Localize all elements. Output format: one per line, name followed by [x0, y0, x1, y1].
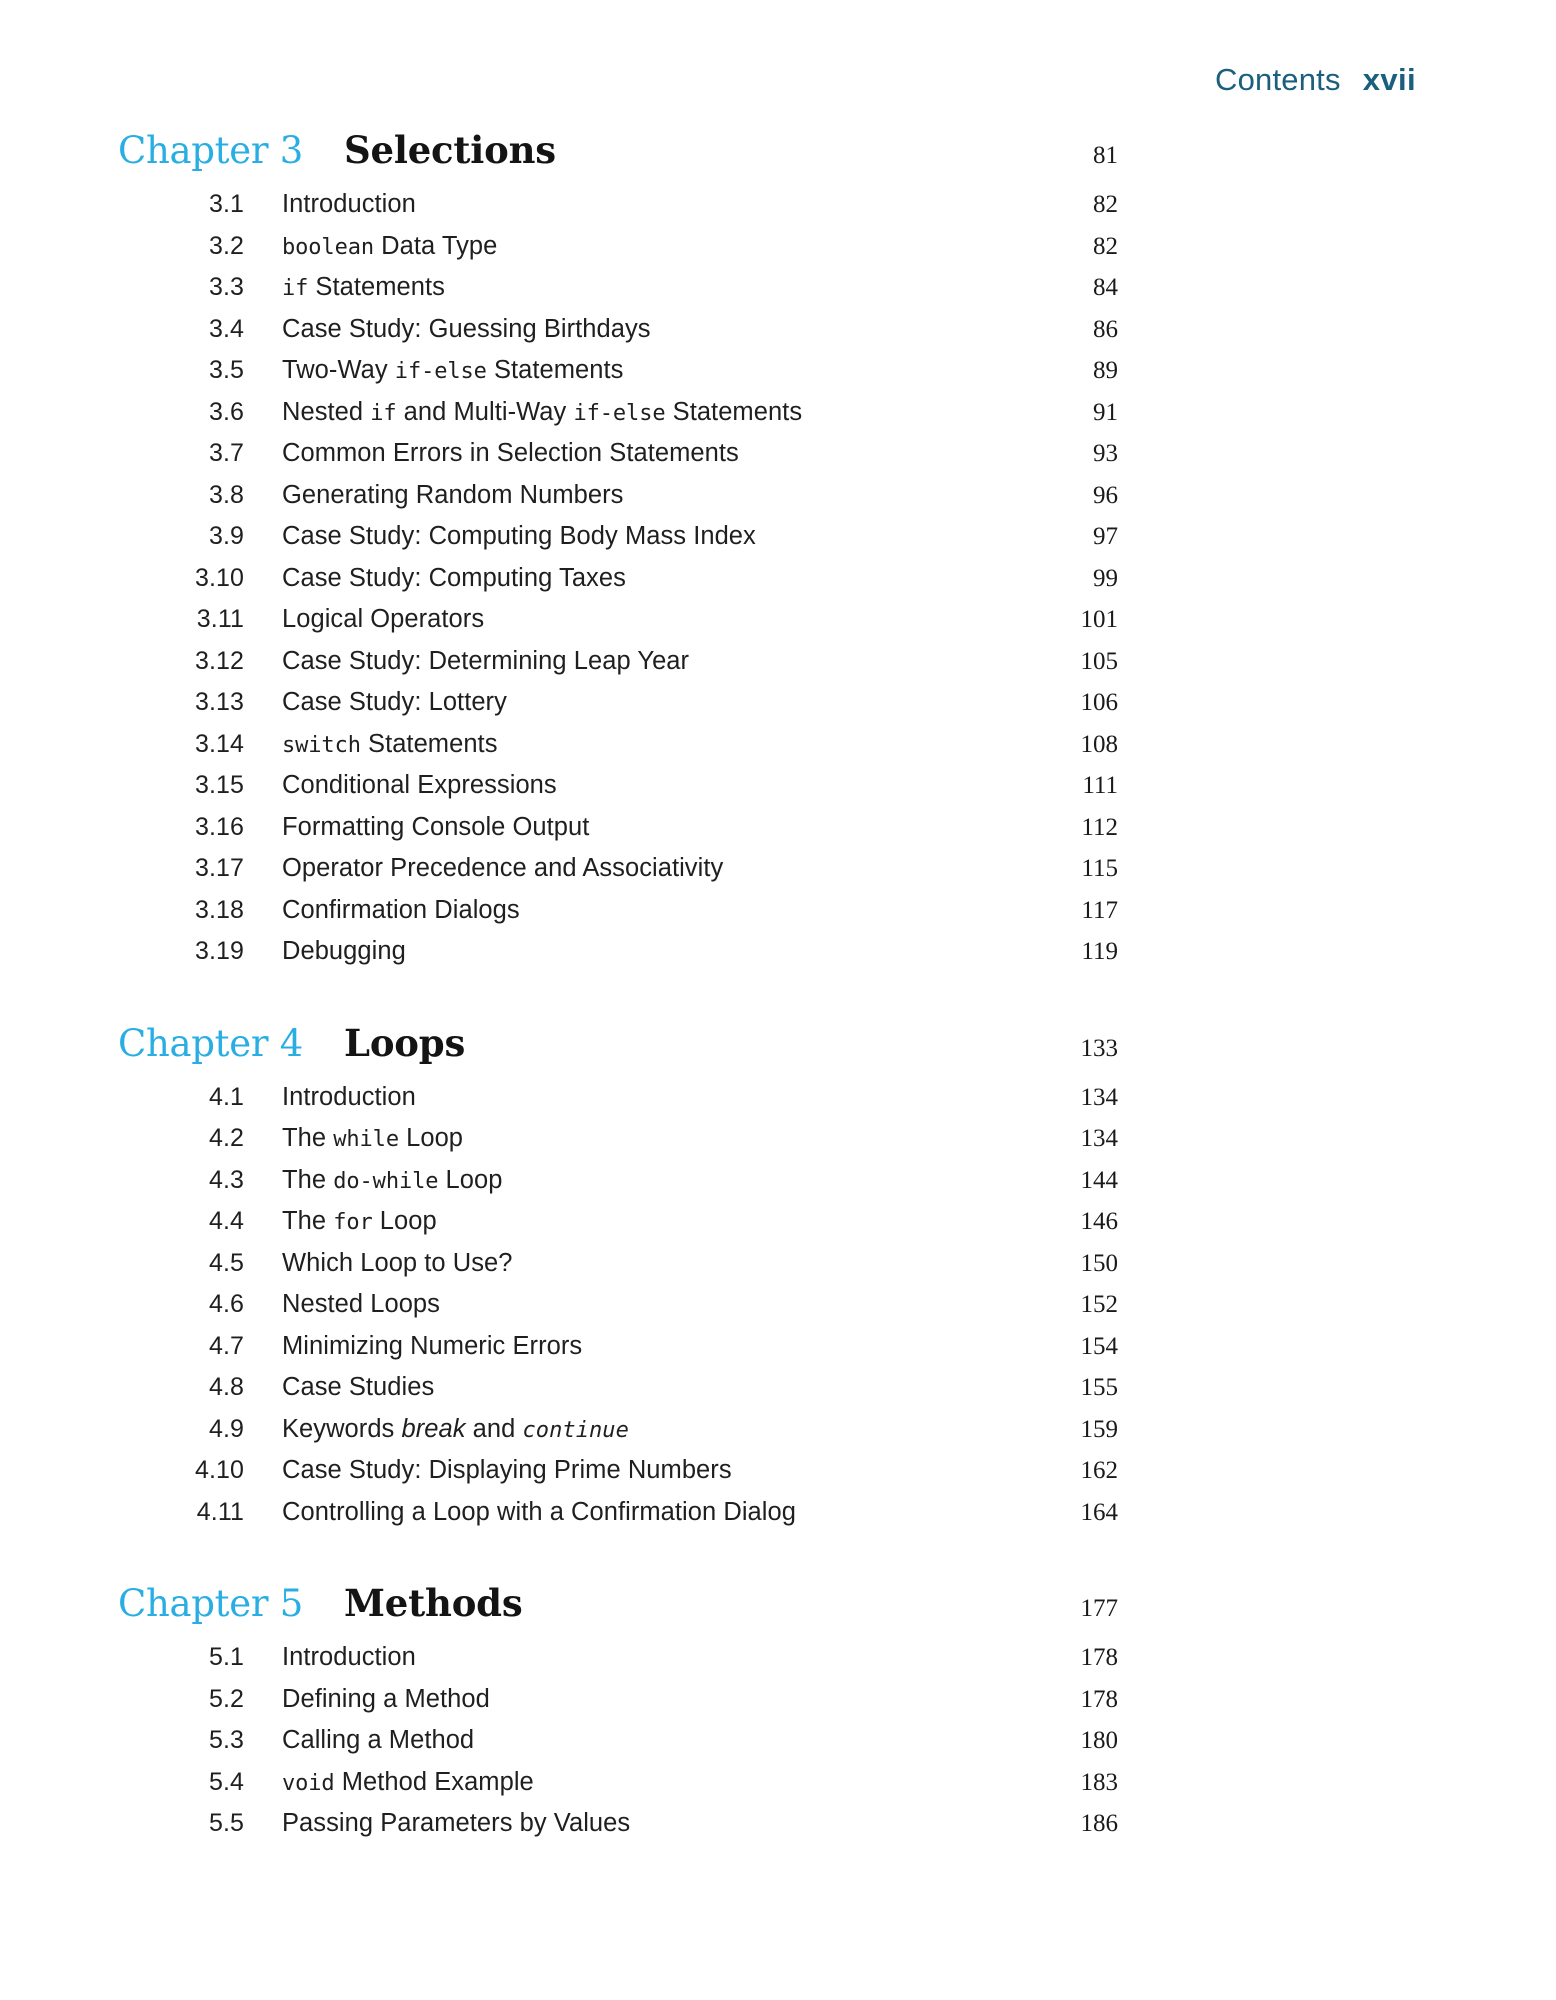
- toc-entry[interactable]: [118, 1249, 1118, 1291]
- section-number: 3.6: [208, 397, 244, 426]
- section-page-number: 134: [1080, 1125, 1118, 1152]
- section-page-number: 101: [1080, 606, 1118, 633]
- section-page-number: 112: [1081, 813, 1118, 841]
- section-number: 4.11: [196, 1497, 244, 1526]
- section-page-number: 159: [1080, 1415, 1118, 1443]
- code-keyword: if-else: [573, 400, 666, 426]
- chapter-label: Chapter 4: [118, 1021, 303, 1065]
- section-title: Controlling a Loop with a Confirmation Dialog: [282, 1497, 796, 1526]
- section-title: switch Statements: [282, 729, 498, 758]
- section-title: Debugging: [282, 937, 406, 965]
- code-keyword: do-while: [333, 1168, 439, 1194]
- toc-entry[interactable]: [118, 439, 1118, 481]
- section-number: 4.10: [194, 1456, 244, 1484]
- section-number: 4.4: [208, 1207, 244, 1235]
- toc-entry[interactable]: [118, 605, 1118, 647]
- toc-entry[interactable]: [118, 1768, 1118, 1810]
- chapter-block: [118, 1581, 1118, 1851]
- toc-entry[interactable]: [118, 356, 1118, 398]
- section-number: 3.3: [208, 273, 244, 301]
- section-page-number: 99: [1093, 564, 1118, 592]
- section-number: 4.6: [208, 1290, 244, 1318]
- section-number: 3.7: [208, 439, 244, 467]
- toc-entry[interactable]: [118, 771, 1118, 813]
- toc-entry[interactable]: [118, 1685, 1118, 1727]
- toc-entry[interactable]: [118, 1415, 1118, 1457]
- chapter-heading[interactable]: [118, 128, 1118, 172]
- section-number: 3.5: [208, 356, 244, 384]
- chapter-block: [118, 1021, 1118, 1540]
- toc-entry[interactable]: [118, 564, 1118, 606]
- section-number: 4.7: [208, 1331, 244, 1360]
- section-number: 5.4: [208, 1767, 244, 1796]
- code-keyword: if: [282, 276, 309, 301]
- section-title: Introduction: [282, 1082, 416, 1111]
- section-title: Case Study: Computing Taxes: [282, 563, 626, 592]
- section-number: 3.19: [194, 937, 244, 965]
- section-page-number: 111: [1082, 772, 1118, 799]
- chapter-spacer: [118, 1545, 1118, 1581]
- section-number: 4.1: [208, 1082, 244, 1111]
- section-number: 3.8: [208, 480, 244, 509]
- section-number: 5.5: [208, 1809, 244, 1837]
- section-title: Generating Random Numbers: [282, 480, 624, 509]
- toc-entry[interactable]: [118, 854, 1118, 896]
- section-number: 4.5: [208, 1248, 244, 1277]
- toc-entry[interactable]: [118, 190, 1118, 232]
- toc-entry[interactable]: [118, 1166, 1118, 1208]
- section-number: 3.12: [194, 646, 244, 675]
- toc-entry[interactable]: [118, 1643, 1118, 1685]
- section-title: Formatting Console Output: [282, 812, 590, 841]
- code-keyword: for: [333, 1210, 373, 1235]
- toc-entry[interactable]: [118, 1083, 1118, 1125]
- section-page-number: 117: [1081, 896, 1118, 924]
- chapter-title: Methods: [344, 1581, 523, 1625]
- section-number: 3.14: [194, 729, 244, 758]
- section-number: 5.2: [208, 1684, 244, 1713]
- section-page-number: 105: [1080, 647, 1118, 675]
- section-page-number: 82: [1093, 232, 1118, 260]
- section-title: Case Study: Displaying Prime Numbers: [282, 1456, 732, 1484]
- code-keyword: if: [370, 400, 397, 426]
- toc-entry[interactable]: [118, 481, 1118, 523]
- running-head: [1215, 62, 1416, 98]
- section-number: 3.1: [208, 190, 244, 218]
- section-title: Passing Parameters by Values: [282, 1809, 631, 1837]
- section-number: 3.17: [194, 854, 244, 882]
- toc-entry[interactable]: [118, 232, 1118, 274]
- section-title: The do-while Loop: [282, 1165, 503, 1194]
- section-page-number: 178: [1080, 1685, 1118, 1713]
- section-number: 5.3: [208, 1726, 244, 1754]
- section-number: 3.18: [194, 895, 244, 924]
- toc-entry[interactable]: [118, 1726, 1118, 1768]
- section-title: Common Errors in Selection Statements: [282, 439, 739, 467]
- emphasis-run: break: [401, 1414, 466, 1443]
- toc-entry[interactable]: [118, 273, 1118, 315]
- section-number: 3.9: [208, 522, 244, 550]
- section-number: 4.2: [208, 1124, 244, 1152]
- code-keyword: continue: [522, 1417, 629, 1443]
- section-number: 4.9: [208, 1414, 244, 1443]
- section-page-number: 97: [1093, 523, 1118, 550]
- section-page-number: 152: [1080, 1291, 1118, 1318]
- code-keyword: switch: [282, 732, 361, 758]
- section-page-number: 108: [1080, 730, 1118, 758]
- page-folio: xvii: [1362, 62, 1416, 97]
- section-title: if Statements: [282, 273, 445, 301]
- section-title: boolean Data Type: [282, 231, 498, 260]
- section-title: Two-Way if-else Statements: [282, 356, 624, 384]
- section-title: Case Study: Computing Body Mass Index: [282, 522, 756, 550]
- chapter-page-number: 81: [1093, 142, 1118, 169]
- section-number: 3.16: [194, 812, 244, 841]
- chapter-page-number: 177: [1080, 1595, 1118, 1622]
- section-page-number: 180: [1080, 1727, 1118, 1754]
- section-page-number: 164: [1080, 1498, 1118, 1526]
- toc-entry[interactable]: [118, 688, 1118, 730]
- section-page-number: 106: [1080, 689, 1118, 716]
- section-number: 3.13: [194, 688, 244, 716]
- code-keyword: void: [282, 1770, 335, 1796]
- section-page-number: 150: [1080, 1249, 1118, 1277]
- section-title: Case Study: Guessing Birthdays: [282, 314, 651, 343]
- section-page-number: 162: [1080, 1457, 1118, 1484]
- toc-entry[interactable]: [118, 1456, 1118, 1498]
- section-page-number: 96: [1093, 481, 1118, 509]
- toc-entry[interactable]: [118, 730, 1118, 772]
- toc-entry[interactable]: [118, 937, 1118, 979]
- chapter-title: Selections: [344, 128, 556, 172]
- section-page-number: 84: [1093, 274, 1118, 301]
- toc-entry[interactable]: [118, 1332, 1118, 1374]
- section-title: Nested Loops: [282, 1290, 440, 1318]
- running-head-label: Contents: [1215, 62, 1341, 97]
- toc-entry[interactable]: [118, 398, 1118, 440]
- section-page-number: 154: [1080, 1332, 1118, 1360]
- code-keyword: if-else: [394, 359, 487, 384]
- toc-entry[interactable]: [118, 647, 1118, 689]
- chapter-title: Loops: [344, 1020, 466, 1065]
- section-page-number: 146: [1080, 1208, 1118, 1235]
- section-number: 3.4: [208, 314, 244, 343]
- section-page-number: 183: [1080, 1768, 1118, 1796]
- section-title: Nested if and Multi-Way if-else Statements: [282, 397, 803, 426]
- toc-entry[interactable]: [118, 522, 1118, 564]
- section-title: Operator Precedence and Associativity: [282, 854, 724, 882]
- section-number: 4.3: [208, 1165, 244, 1194]
- section-title: Which Loop to Use?: [282, 1248, 513, 1277]
- section-number: 3.15: [194, 771, 244, 799]
- section-page-number: 186: [1080, 1810, 1118, 1837]
- section-page-number: 119: [1081, 938, 1118, 965]
- section-page-number: 134: [1080, 1083, 1118, 1111]
- section-title: void Method Example: [282, 1767, 534, 1796]
- chapter-label: Chapter 5: [118, 1582, 303, 1625]
- chapter-page-number: 133: [1080, 1034, 1118, 1062]
- section-page-number: 115: [1081, 855, 1118, 882]
- table-of-contents: [118, 128, 1118, 1857]
- code-keyword: while: [333, 1127, 399, 1152]
- section-title: Logical Operators: [282, 605, 485, 633]
- section-title: Conditional Expressions: [282, 771, 557, 799]
- chapter-heading[interactable]: [118, 1581, 1118, 1625]
- section-title: Introduction: [282, 1643, 416, 1671]
- code-keyword: boolean: [282, 234, 375, 260]
- toc-entry[interactable]: [118, 1809, 1118, 1851]
- section-page-number: 89: [1093, 357, 1118, 384]
- section-page-number: 82: [1093, 191, 1118, 218]
- chapter-heading[interactable]: [118, 1021, 1118, 1065]
- section-title: Case Study: Determining Leap Year: [282, 646, 690, 675]
- section-number: 3.2: [208, 231, 244, 260]
- section-page-number: 86: [1093, 315, 1118, 343]
- section-title: Minimizing Numeric Errors: [282, 1331, 583, 1360]
- section-page-number: 93: [1093, 440, 1118, 467]
- section-number: 4.8: [208, 1373, 244, 1401]
- section-page-number: 155: [1080, 1374, 1118, 1401]
- toc-entry[interactable]: [118, 1373, 1118, 1415]
- toc-entry[interactable]: [118, 896, 1118, 938]
- section-number: 3.10: [194, 563, 244, 592]
- section-title: Calling a Method: [282, 1726, 475, 1754]
- section-title: Confirmation Dialogs: [282, 895, 520, 924]
- chapter-label: Chapter 3: [118, 129, 303, 172]
- toc-entry[interactable]: [118, 1207, 1118, 1249]
- section-title: Case Studies: [282, 1373, 435, 1401]
- section-title: The for Loop: [282, 1207, 437, 1235]
- section-title: The while Loop: [282, 1124, 464, 1152]
- section-number: 5.1: [208, 1643, 244, 1671]
- toc-entry[interactable]: [118, 1124, 1118, 1166]
- section-page-number: 178: [1080, 1644, 1118, 1671]
- toc-entry[interactable]: [118, 1498, 1118, 1540]
- chapter-block: [118, 128, 1118, 979]
- section-title: Introduction: [282, 190, 416, 218]
- section-number: 3.11: [196, 605, 244, 633]
- toc-entry[interactable]: [118, 813, 1118, 855]
- toc-entry[interactable]: [118, 1290, 1118, 1332]
- section-title: Keywords break and continue: [282, 1414, 629, 1443]
- section-page-number: 144: [1080, 1166, 1118, 1194]
- toc-entry[interactable]: [118, 315, 1118, 357]
- chapter-spacer: [118, 985, 1118, 1021]
- section-title: Case Study: Lottery: [282, 688, 507, 716]
- section-title: Defining a Method: [282, 1684, 490, 1713]
- section-page-number: 91: [1093, 398, 1118, 426]
